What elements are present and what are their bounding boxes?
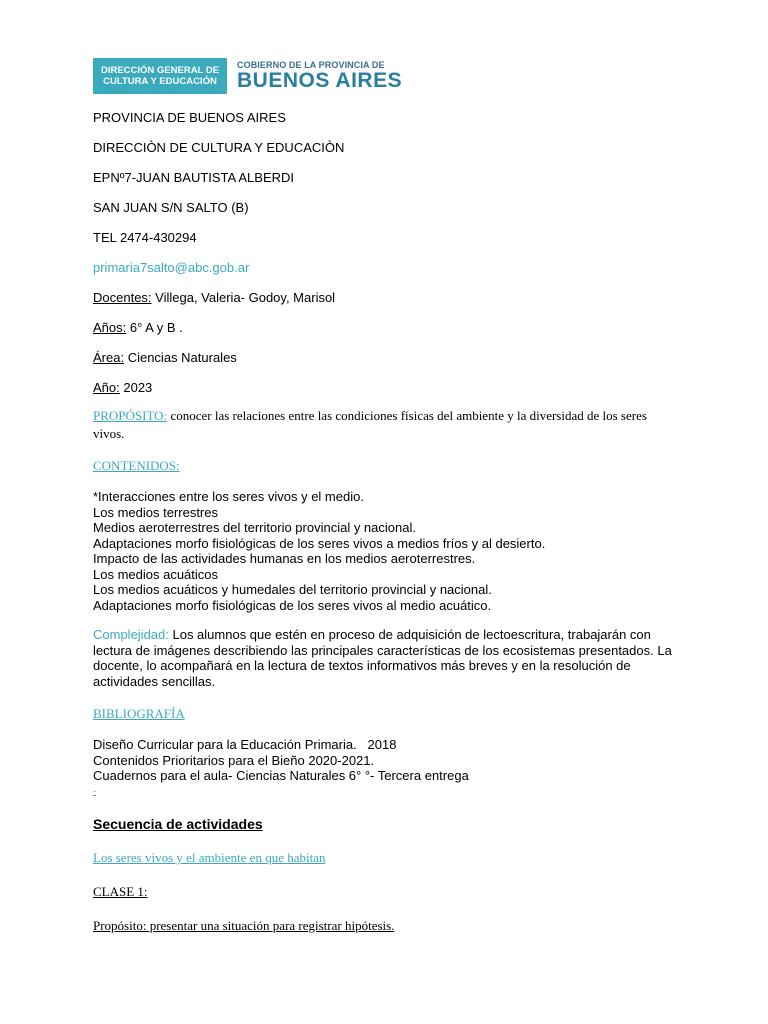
area-label: Área:	[93, 350, 125, 365]
anios-row	[93, 320, 183, 335]
clase-label: CLASE 1:	[93, 884, 148, 899]
area-row	[93, 350, 237, 365]
header-province: PROVINCIA DE BUENOS AIRES	[93, 110, 286, 125]
secuencia-title: Secuencia de actividades	[93, 816, 263, 832]
bibliografia-label: BIBLIOGRAFÍA	[93, 706, 185, 721]
docentes-value: Villega, Valeria- Godoy, Marisol	[151, 290, 336, 305]
bibliografia-item: Diseño Curricular para la Educación Primaria. 2018	[93, 737, 397, 752]
docentes-label: Docentes:	[93, 290, 152, 305]
direccion-general-logo	[93, 58, 227, 94]
area-value: Ciencias Naturales	[124, 350, 237, 365]
bibliografia-list	[93, 737, 683, 784]
gobierno-provincia-logo	[237, 60, 402, 92]
logo-left-line1: DIRECCIÓN GENERAL DE	[100, 65, 220, 76]
proposito-paragraph	[93, 407, 673, 443]
anios-value: 6° A y B .	[126, 320, 183, 335]
complejidad-label: Complejidad:	[93, 627, 169, 642]
header-direction: DIRECCIÒN DE CULTURA Y EDUCACIÒN	[93, 140, 345, 155]
contenidos-label: CONTENIDOS:	[93, 458, 180, 473]
logo-right-small: COBIERNO DE LA PROVINCIA DE	[237, 60, 385, 70]
proposito-label: PROPÓSITO:	[93, 408, 168, 423]
logo-right-big: BUENOS AIRES	[237, 69, 403, 92]
anios-label: Años:	[93, 320, 127, 335]
header-email[interactable]: primaria7salto@abc.gob.ar	[93, 260, 250, 275]
docentes-row	[93, 290, 335, 305]
anio-label: Año:	[93, 380, 120, 395]
bibliografia-item: Contenidos Prioritarios para el Bieño 2020-2021.	[93, 752, 375, 768]
complejidad-paragraph	[93, 627, 683, 689]
header-school: EPNº7-JUAN BAUTISTA ALBERDI	[93, 170, 295, 185]
header-tel: TEL 2474-430294	[93, 230, 197, 245]
complejidad-text: Los alumnos que estén en proceso de adquisición de lectoescritura, trabajarán con lectura de imágenes describiendo las principales características de los ecosistemas presentados. La docente, lo acompañará en la lectura de textos informativos más breves y en la resolución de actividades sencillas.	[93, 627, 672, 689]
bibliografia-dash: -	[93, 786, 96, 796]
contenidos-item: Los medios acuáticos y humedales del territorio provincial y nacional.	[93, 582, 492, 597]
bibliografia-item: Cuadernos para el aula- Ciencias Naturales 6° °- Tercera entrega	[93, 768, 469, 783]
contenidos-item: Adaptaciones morfo fisiológicas de los seres vivos al medio acuático.	[93, 597, 492, 613]
contenidos-item: Los medios terrestres	[93, 504, 218, 520]
contenidos-item: Adaptaciones morfo fisiológicas de los seres vivos a medios fríos y al desierto.	[93, 535, 546, 551]
contenidos-list	[93, 489, 683, 613]
secuencia-subtitle: Los seres vivos y el ambiente en que habitan	[93, 850, 326, 865]
contenidos-item: Impacto de las actividades humanas en los medios aeroterrestres.	[93, 551, 476, 566]
header-address: SAN JUAN S/N SALTO (B)	[93, 200, 249, 215]
contenidos-item: Medios aeroterrestres del territorio provincial y nacional.	[93, 520, 416, 535]
contenidos-item: Los medios acuáticos	[93, 566, 219, 582]
anio-row	[93, 380, 152, 395]
proposito-text: conocer las relaciones entre las condiciones físicas del ambiente y la diversidad de los seres vivos.	[93, 408, 647, 441]
anio-value: 2023	[119, 380, 153, 395]
clase-proposito: Propósito: presentar una situación para registrar hipótesis.	[93, 918, 395, 933]
logo-left-line2: CULTURA Y EDUCACIÓN	[103, 76, 217, 87]
contenidos-item: *Interacciones entre los seres vivos y el medio.	[93, 489, 364, 504]
